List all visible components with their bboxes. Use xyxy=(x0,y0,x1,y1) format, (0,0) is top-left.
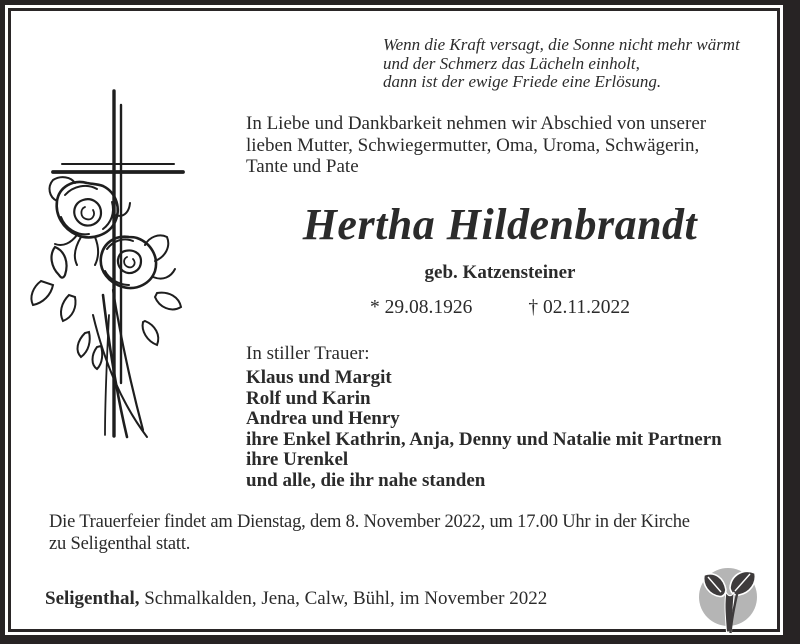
mourner-line: Klaus und Margit xyxy=(246,367,392,388)
intro-text xyxy=(246,113,706,178)
mourners-list xyxy=(246,368,722,491)
mourner-line: ihre Urenkel xyxy=(246,449,349,470)
intro-line: lieben Mutter, Schwiegermutter, Oma, Uroma, Schwägerin, xyxy=(246,134,700,156)
funeral-line: zu Seligenthal statt. xyxy=(49,533,191,554)
mourning-label: In stiller Trauer: xyxy=(246,343,370,364)
intro-line: Tante und Pate xyxy=(246,156,359,177)
place-rest: Schmalkalden, Jena, Calw, Bühl, im November 2022 xyxy=(139,588,548,609)
life-dates xyxy=(230,297,770,319)
intro-line: In Liebe und Dankbarkeit nehmen wir Abschied von unserer xyxy=(246,113,707,134)
quote-line: und der Schmerz das Lächeln einholt, xyxy=(383,53,640,73)
place-date-line xyxy=(45,588,547,610)
mourner-line: Rolf und Karin xyxy=(246,387,371,409)
mourner-line: ihre Enkel Kathrin, Anja, Denny und Natalie mit Partnern xyxy=(246,428,722,450)
funeral-line: Die Trauerfeier findet am Dienstag, dem 8. November 2022, um 17.00 Uhr in der Kirche xyxy=(49,512,690,532)
quote-line: dann ist der ewige Friede eine Erlösung. xyxy=(383,72,662,91)
condolence-quote xyxy=(383,36,740,92)
mourner-line: und alle, die ihr nahe standen xyxy=(246,469,486,491)
birth-date: * 29.08.1926 xyxy=(369,297,473,318)
notice-frame xyxy=(8,8,780,632)
death-date: † 02.11.2022 xyxy=(528,297,631,318)
place-name: Seligenthal, xyxy=(45,588,140,609)
deceased-name: Hertha Hildenbrandt xyxy=(302,200,698,249)
cross-roses-icon xyxy=(25,85,215,445)
maiden-name: geb. Katzensteiner xyxy=(424,262,576,283)
funeral-info xyxy=(49,512,690,555)
calla-lily-logo-icon xyxy=(693,565,763,635)
mourner-line: Andrea und Henry xyxy=(246,408,400,429)
quote-line: Wenn die Kraft versagt, die Sonne nicht mehr wärmt xyxy=(383,35,740,54)
